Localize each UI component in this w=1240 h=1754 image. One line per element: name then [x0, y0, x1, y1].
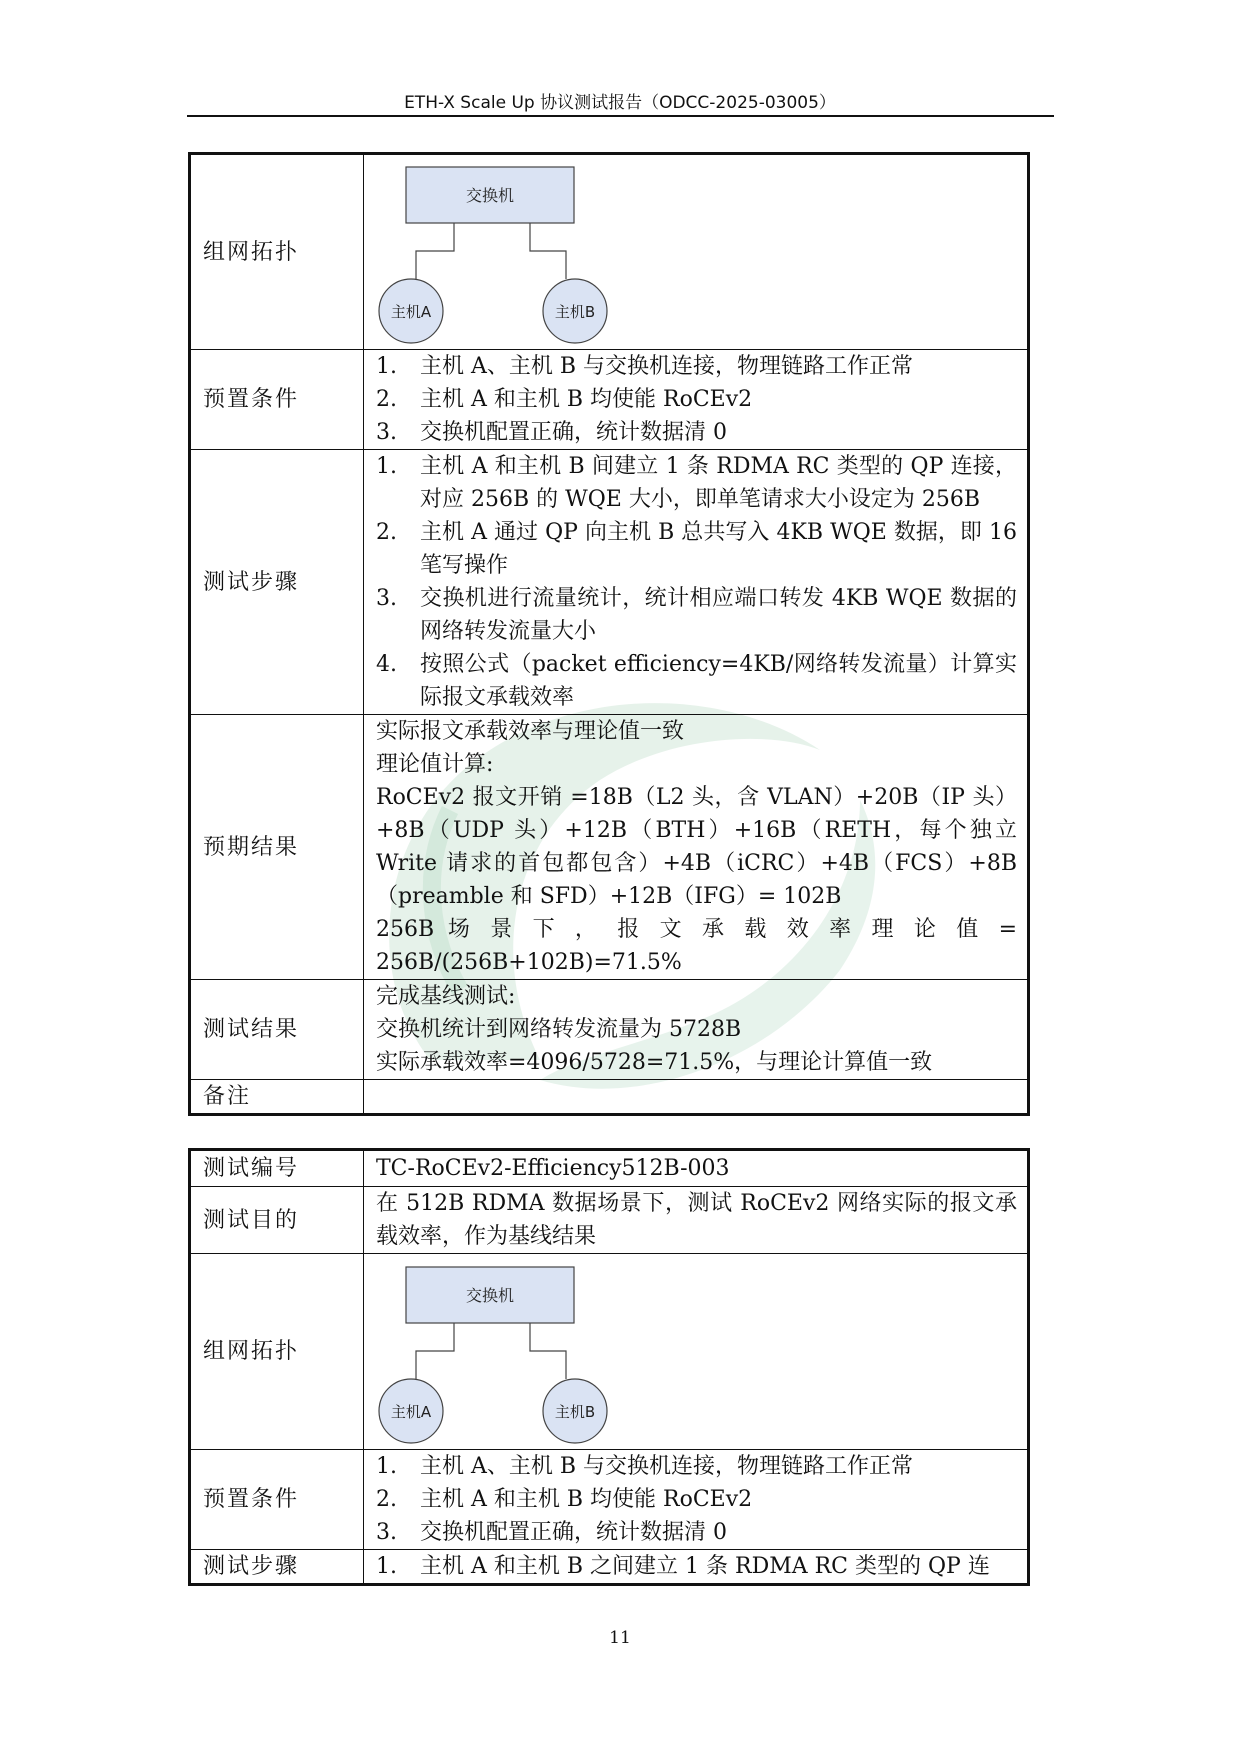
list-item: 3. 交换机进行流量统计，统计相应端口转发 4KB WQE 数据的网络转发流量大小: [376, 586, 1017, 644]
precondition-cell: [364, 1450, 1029, 1550]
expected-line: 实际报文承载效率与理论值一致: [376, 719, 685, 744]
network-topology-diagram: [376, 157, 696, 347]
test-id-label: 测试编号: [190, 1150, 364, 1187]
precondition-list: [376, 350, 1017, 449]
link-b: [530, 1323, 566, 1379]
expected-line: 256B 场 景 下 ， 报 文 承 载 效 率 理 论 值 =: [376, 917, 1017, 942]
list-item: 1. 主机 A 和主机 B 之间建立 1 条 RDMA RC 类型的 QP 连: [376, 1554, 990, 1579]
test-result-label: 测试结果: [190, 980, 364, 1080]
test-purpose-label: 测试目的: [190, 1187, 364, 1254]
result-line: 实际承载效率=4096/5728=71.5%，与理论计算值一致: [376, 1050, 933, 1075]
result-line: 完成基线测试:: [376, 984, 516, 1009]
expected-line: RoCEv2 报文开销 =18B（L2 头，含 VLAN）+20B（IP 头）+8B（UDP 头）+12B（BTH）+16B（RETH，每个独立 Write 请求的首包都包含）+4B（iCRC）+4B（FCS）+8B（preamble 和 SFD）+12B（IFG）= 102B: [376, 785, 1017, 909]
list-item: 2. 主机 A 和主机 B 均使能 RoCEv2: [376, 387, 753, 412]
steps-list: [376, 450, 1017, 714]
page-number: 11: [609, 1628, 631, 1648]
host-b-label: 主机B: [554, 1402, 596, 1421]
expected-result-label: 预期结果: [190, 715, 364, 980]
network-topology-diagram: [376, 1257, 696, 1447]
expected-result-cell: [364, 715, 1029, 980]
remarks-label: 备注: [190, 1080, 364, 1115]
test-id-value: TC-RoCEv2-Efficiency512B-003: [364, 1150, 1029, 1187]
test-case-table-2: [188, 1148, 1030, 1586]
list-item: 1. 主机 A 和主机 B 间建立 1 条 RDMA RC 类型的 QP 连接，对应 256B 的 WQE 大小，即单笔请求大小设定为 256B: [376, 454, 1017, 512]
steps-cell: [364, 1550, 1029, 1585]
steps-label: 测试步骤: [190, 1550, 364, 1585]
test-purpose-value: 在 512B RDMA 数据场景下，测试 RoCEv2 网络实际的报文承载效率，作为基线结果: [364, 1187, 1029, 1254]
test-case-table-1: [188, 152, 1030, 1116]
link-a: [416, 1323, 454, 1379]
link-a: [416, 223, 454, 279]
topology-label: 组网拓扑: [190, 1254, 364, 1450]
list-item: 3. 交换机配置正确，统计数据清 0: [376, 1520, 727, 1545]
switch-label: 交换机: [465, 186, 515, 205]
list-item: 1. 主机 A、主机 B 与交换机连接，物理链路工作正常: [376, 1454, 914, 1479]
host-b-label: 主机B: [554, 303, 596, 321]
header-rule: [187, 115, 1054, 117]
link-b: [530, 223, 566, 279]
host-a-label: 主机A: [390, 1402, 432, 1421]
page-header-title: ETH-X Scale Up 协议测试报告（ODCC-2025-03005）: [404, 93, 836, 113]
precondition-cell: [364, 350, 1029, 450]
test-result-cell: [364, 980, 1029, 1080]
topology-diagram-cell: [364, 1254, 1029, 1450]
steps-list: [376, 1550, 1017, 1583]
steps-label: 测试步骤: [190, 450, 364, 715]
switch-label: 交换机: [465, 1285, 515, 1305]
expected-line: 理论值计算:: [376, 752, 494, 777]
precondition-label: 预置条件: [190, 350, 364, 450]
list-item: 2. 主机 A 通过 QP 向主机 B 总共写入 4KB WQE 数据，即 16 笔写操作: [376, 520, 1017, 578]
list-item: 3. 交换机配置正确，统计数据清 0: [376, 420, 727, 445]
topology-diagram-cell: [364, 154, 1029, 350]
expected-line: 256B/(256B+102B)=71.5%: [376, 950, 682, 975]
list-item: 1. 主机 A、主机 B 与交换机连接，物理链路工作正常: [376, 354, 914, 379]
list-item: 2. 主机 A 和主机 B 均使能 RoCEv2: [376, 1487, 753, 1512]
remarks-cell: [364, 1080, 1029, 1115]
steps-cell: [364, 450, 1029, 715]
host-a-label: 主机A: [390, 303, 432, 321]
topology-label: 组网拓扑: [190, 154, 364, 350]
list-item: 4. 按照公式（packet efficiency=4KB/网络转发流量）计算实际报文承载效率: [376, 652, 1017, 710]
precondition-label: 预置条件: [190, 1450, 364, 1550]
precondition-list: [376, 1450, 1017, 1549]
result-line: 交换机统计到网络转发流量为 5728B: [376, 1017, 742, 1042]
